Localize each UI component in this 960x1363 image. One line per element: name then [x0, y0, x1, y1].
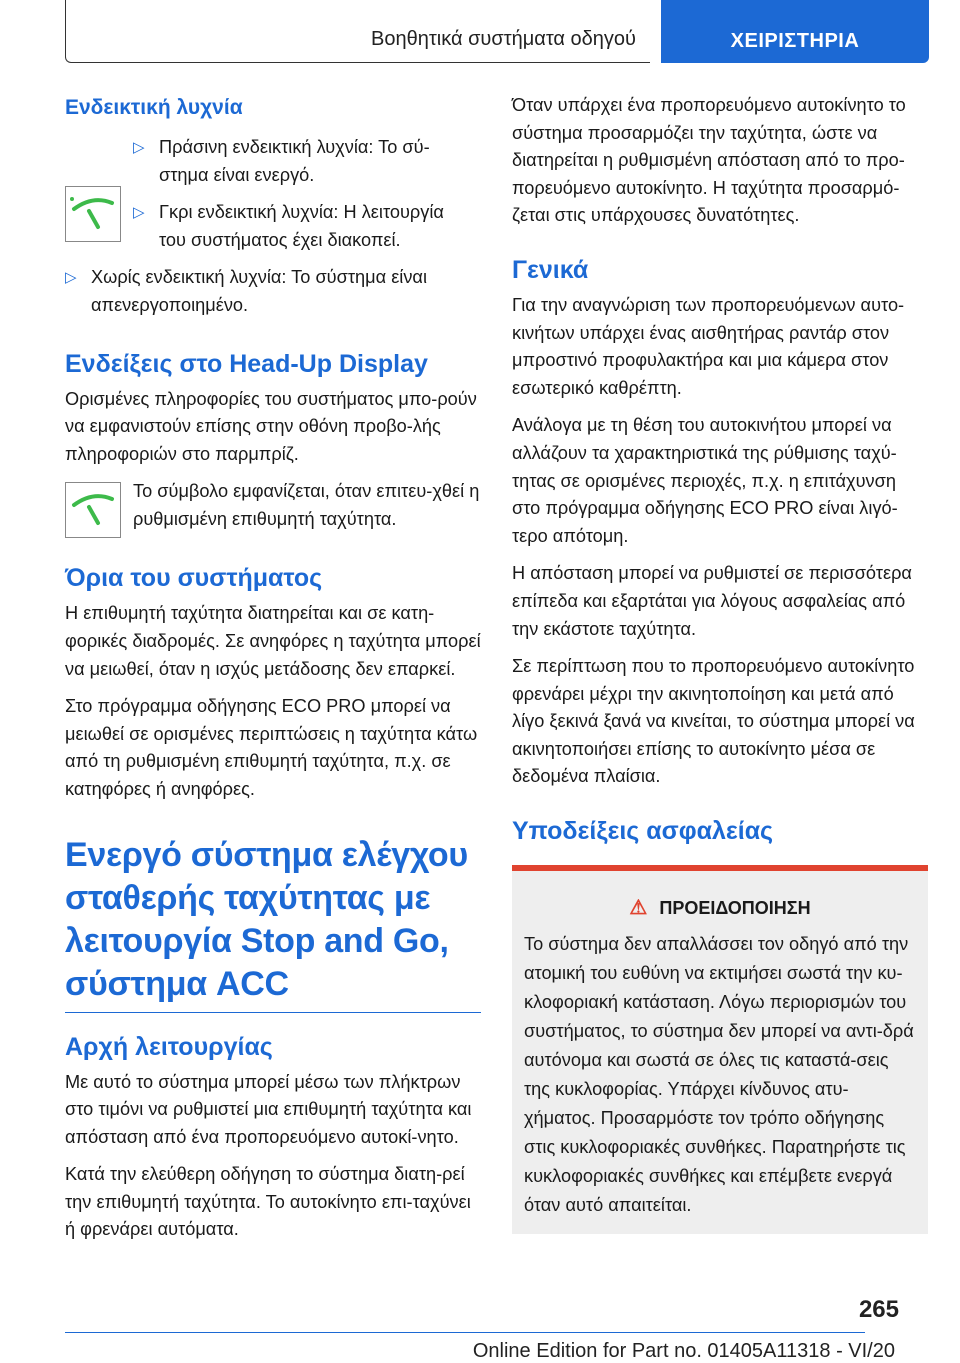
heading-acc-rule	[65, 1012, 481, 1013]
warning-triangle-icon: ⚠	[629, 897, 648, 920]
warning-box	[512, 865, 928, 1234]
bullet-triangle-icon: ▷	[133, 204, 145, 222]
principle-paragraph-2: Κατά την ελεύθερη οδήγηση το σύστημα διατη-ρεί την επιθυμητή ταχύτητα. Το αυτοκίνητο επι-ταχύνει ή φρενάρει αυτόματα.	[65, 1164, 471, 1240]
page-header	[65, 0, 929, 64]
general-paragraph-2: Ανάλογα με τη θέση του αυτοκινήτου μπορεί να αλλάζουν τα χαρακτηριστικά της ρύθμισης ταχύ-τητας σε ορισμένες περιοχές, π.χ. η επιτάχυνση στο πρόγραμμα οδήγησης ECO PRO είναι λιγό-τερο απότομη.	[512, 415, 898, 546]
footer-rule	[65, 1332, 865, 1333]
bullet-triangle-icon: ▷	[65, 269, 77, 287]
section-title: Βοηθητικά συστήματα οδηγού	[371, 28, 636, 50]
heading-hud: Ενδείξεις στο Head-Up Display	[65, 349, 428, 378]
bullet-none	[65, 264, 481, 319]
hud-icon-row	[65, 478, 481, 540]
heading-general: Γενικά	[512, 255, 589, 284]
hud-speed-icon	[65, 482, 121, 538]
indicator-bullets	[133, 134, 481, 254]
principle-paragraph-1: Με αυτό το σύστημα μπορεί μέσω των πλήκτρων στο τιμόνι να ρυθμιστεί μια επιθυμητή ταχύτητα και απόσταση από ένα προπορευόμενο αυτοκί-νητο.	[65, 1071, 472, 1147]
indicator-icon-row	[65, 134, 481, 254]
chapter-tab	[661, 0, 929, 63]
bullet-green	[133, 134, 481, 189]
warning-header	[524, 895, 916, 920]
bullet-none-text: Χωρίς ενδεικτική λυχνία: Το σύστημα είναι απενεργοποιημένο.	[91, 267, 427, 315]
general-paragraph-4: Σε περίπτωση που το προπορευόμενο αυτοκίνητο φρενάρει μέχρι την ακινητοποίηση και μετά από λίγο ξεκινά ξανά να κινείται, το σύστημα μπορεί να ακινητοποιήσει επίσης το αυτοκίνητο μέσα σε δεδομένα πλαίσια.	[512, 656, 915, 787]
bullet-triangle-icon: ▷	[133, 139, 145, 156]
heading-principle: Αρχή λειτουργίας	[65, 1032, 273, 1061]
heading-indicator: Ενδεικτική λυχνία	[65, 96, 243, 119]
bullet-green-text: Πράσινη ενδεικτική λυχνία: Το σύ- στημα είναι ενεργό.	[159, 137, 430, 185]
warning-title: ΠΡΟΕΙΔΟΠΟΙΗΣΗ	[659, 898, 811, 919]
bullet-grey-text: Γκρι ενδεικτική λυχνία: Η λειτουργία του συστήματος έχει διακοπεί.	[159, 202, 444, 250]
chapter-title: ΧΕΙΡΙΣΤΗΡΙΑ	[730, 30, 860, 52]
heading-limits: Όρια του συστήματος	[65, 564, 323, 593]
acc-indicator-icon	[65, 186, 121, 242]
page-number: 265	[858, 1296, 899, 1323]
limits-paragraph-1: Η επιθυμητή ταχύτητα διατηρείται και σε κατη-φορικές διαδρομές. Σε ανηφόρες η ταχύτητα μπορεί να μειωθεί, όταν η ισχύς μετάδοσης δεν επαρκεί.	[65, 603, 481, 679]
edition-text: Online Edition for Part no. 01405A11318 - VI/20	[472, 1340, 895, 1362]
section-tab	[65, 0, 650, 63]
hud-icon-text: Το σύμβολο εμφανίζεται, όταν επιτευ-χθεί η ρυθμισμένη επιθυμητή ταχύτητα.	[133, 481, 480, 529]
limits-paragraph-2: Στο πρόγραμμα οδήγησης ECO PRO μπορεί να μειωθεί σε ορισμένες περιπτώσεις η ταχύτητα κάτω από τη ρυθμισμένη επιθυμητή ταχύτητα, π.χ. σε κατηφόρες ή ανηφόρες.	[65, 696, 478, 799]
general-paragraph-3: Η απόσταση μπορεί να ρυθμιστεί σε περισσότερα επίπεδα και εξαρτάται για λόγους ασφαλείας από την εκάστοτε ταχύτητα.	[512, 563, 912, 639]
heading-acc: Ενεργό σύστημα ελέγχου σταθερής ταχύτητας με λειτουργία Stop and Go, σύστημα ACC	[65, 835, 468, 1003]
left-column	[65, 92, 481, 1254]
bullet-grey	[133, 199, 481, 254]
right-column	[512, 92, 928, 1234]
warning-text: Το σύστημα δεν απαλλάσσει τον οδηγό από την ατομική του ευθύνη να εκτιμήσει σωστά την κυ-κλοφοριακή κατάσταση. Λόγω περιορισμών του συστήματος, το σύστημα δεν μπορεί να αντι-δρά αυτόνομα και σωστά σε όλες τις καταστά-σεις της κυκλοφορίας. Υπάρχει κίνδυνος ατυ-χήματος. Προσαρμόστε τον τρόπο οδήγησης στις κυκλοφοριακές συνθήκες. Παρατηρήστε τις κυκλοφοριακές συνθήκες και επέμβετε ενεργά όταν αυτό απαιτείται.	[524, 934, 914, 1216]
hud-paragraph: Ορισμένες πληροφορίες του συστήματος μπο-ρούν να εμφανιστούν επίσης στην οθόνη προβο-λής πληροφοριών στο παρμπρίζ.	[65, 388, 477, 464]
intro-paragraph: Όταν υπάρχει ένα προπορευόμενο αυτοκίνητο το σύστημα προσαρμόζει την ταχύτητα, ώστε να διατηρείται η ρυθμισμένη απόσταση από το προ-πορευόμενο αυτοκίνητο. Η ταχύτητα προσαρμό-ζεται στις υπάρχουσες δυνατότητες.	[512, 95, 906, 226]
heading-safety: Υποδείξεις ασφαλείας	[512, 817, 774, 846]
general-paragraph-1: Για την αναγνώριση των προπορευόμενων αυτο-κινήτων υπάρχει ένας αισθητήρας ραντάρ στον μπροστινό προφυλακτήρα και μια κάμερα στον εσωτερικό καθρέπτη.	[512, 294, 905, 398]
